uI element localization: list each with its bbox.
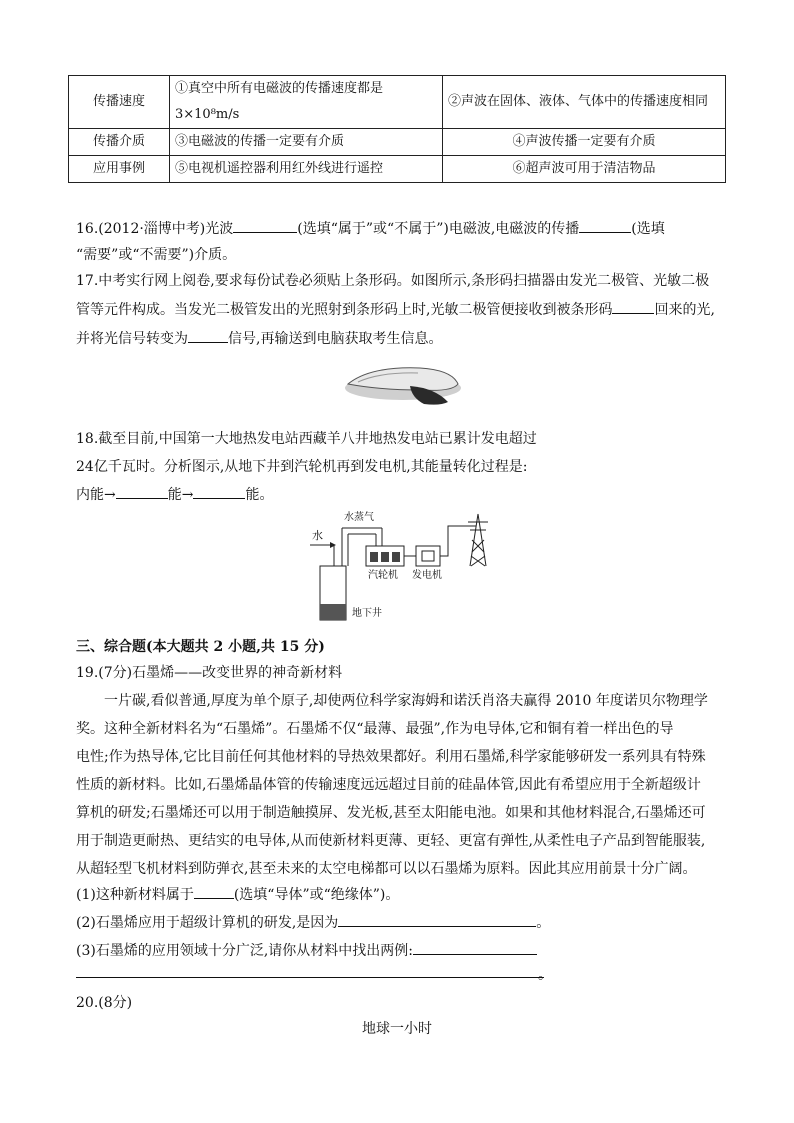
q17-text: 管等元件构成。当发光二极管发出的光照射到条形码上时,光敏二极管便接收到被条形码 (76, 302, 613, 318)
answer-blank[interactable] (188, 328, 228, 343)
q19-text: (2)石墨烯应用于超级计算机的研发,是因为 (76, 915, 339, 931)
answer-blank[interactable] (413, 940, 537, 955)
transmission-tower (468, 514, 488, 566)
question-17-line-2 (76, 299, 715, 319)
question-16-line-1 (76, 218, 665, 238)
answer-blank[interactable] (612, 299, 654, 314)
q19-paragraph-line: 电性;作为热导体,它比目前任何其他材料的导热效果都好。利用石墨烯,科学家能够研发一系列具有特殊 (76, 749, 706, 765)
water-label: 水 (312, 529, 323, 542)
turbine-label: 汽轮机 (368, 570, 398, 581)
question-19-title: 19.(7分)石墨烯——改变世界的神奇新材料 (76, 665, 343, 681)
table-cell-sound: ②声波在固体、液体、气体中的传播速度相同 (443, 76, 726, 129)
question-18-line-3 (76, 484, 273, 504)
q19-text: 。 (536, 915, 551, 931)
answer-blank[interactable] (76, 977, 544, 978)
q18-text: 能。 (245, 487, 274, 503)
table-cell-label: 应用事例 (69, 156, 170, 183)
q19-sub-3 (76, 940, 537, 960)
q16-text: (选填 (631, 221, 665, 237)
q19-paragraph-line: 用于制造更耐热、更结实的电导体,从而使新材料更薄、更轻、更富有弹性,从柔性电子产品到智能服装, (76, 833, 706, 849)
table-cell-em: ③电磁波的传播一定要有介质 (170, 129, 443, 156)
q17-text: 信号,再输送到电脑获取考生信息。 (228, 331, 443, 347)
section-title: 三、综合题(本大题共 2 小题,共 15 分) (76, 639, 325, 655)
answer-blank[interactable] (233, 218, 297, 233)
steam-label: 水蒸气 (344, 512, 374, 523)
q19-text: (1)这种新材料属于 (76, 887, 194, 903)
answer-blank[interactable] (579, 218, 631, 233)
answer-blank[interactable] (338, 912, 536, 927)
q19-sub-2 (76, 912, 550, 932)
q19-text: (选填“导体”或“绝缘体”)。 (233, 887, 400, 903)
question-18-line-2: 24亿千瓦时。分析图示,从地下井到汽轮机再到发电机,其能量转化过程是: (76, 459, 528, 475)
q19-sub-1 (76, 884, 399, 904)
table-cell-sound: ⑥超声波可用于清洁物品 (443, 156, 726, 183)
q19-end-mark: 。 (538, 967, 552, 983)
q16-text: “需要”或“不需要”)介质。 (76, 247, 237, 263)
question-17-line-3 (76, 328, 442, 348)
answer-blank[interactable] (194, 884, 234, 899)
well-label: 地下井 (352, 608, 382, 619)
generator-label: 发电机 (412, 570, 442, 581)
question-18-line-1: 18.截至目前,中国第一大地热发电站西藏羊八井地热发电站已累计发电超过 (76, 431, 537, 447)
comparison-table (68, 75, 726, 183)
well-water (320, 604, 346, 620)
q16-text: (选填“属于”或“不属于”)电磁波,电磁波的传播 (297, 221, 580, 237)
q18-text: 能→ (167, 487, 194, 503)
q19-paragraph-line: 从超轻型飞机材料到防弹衣,甚至未来的太空电梯都可以以石墨烯为原料。因此其应用前景十分广阔。 (76, 861, 697, 877)
geothermal-diagram (308, 508, 494, 622)
q19-paragraph-line: 性质的新材料。比如,石墨烯晶体管的传输速度远远超过目前的硅晶体管,因此有希望应用于全新超级计 (76, 777, 701, 793)
barcode-scanner-image (340, 362, 466, 408)
answer-blank[interactable] (193, 484, 245, 499)
table-cell-em: ①真空中所有电磁波的传播速度都是 3×10⁸m/s (170, 76, 443, 129)
answer-blank[interactable] (116, 484, 168, 499)
question-16-line-2 (76, 244, 236, 264)
table-cell-em: ⑤电视机遥控器利用红外线进行遥控 (170, 156, 443, 183)
question-20-label: 20.(8分) (76, 995, 133, 1011)
generator-shape (416, 546, 440, 566)
table-row (69, 156, 726, 183)
q19-paragraph-line: 奖。这种全新材料名为“石墨烯”。石墨烯不仅“最薄、最强”,作为电导体,它和铜有着一样出色的导 (76, 721, 674, 737)
q17-text: 并将光信号转变为 (76, 331, 188, 347)
table-row (69, 76, 726, 129)
question-17-line-1: 17.中考实行网上阅卷,要求每份试卷必须贴上条形码。如图所示,条形码扫描器由发光二极管、光敏二极 (76, 273, 710, 289)
q19-text: (3)石墨烯的应用领域十分广泛,请你从材料中找出两例: (76, 943, 413, 959)
table-cell-label: 传播介质 (69, 129, 170, 156)
q16-text: 16.(2012·淄博中考)光波 (76, 221, 234, 237)
table-cell-label: 传播速度 (69, 76, 170, 129)
table-row (69, 129, 726, 156)
q17-text: 回来的光, (654, 302, 715, 318)
table-cell-sound: ④声波传播一定要有介质 (443, 129, 726, 156)
article-title: 地球一小时 (362, 1021, 432, 1037)
q18-text: 内能→ (76, 487, 116, 503)
q19-paragraph-line: 算机的研发;石墨烯还可以用于制造触摸屏、发光板,甚至太阳能电池。如果和其他材料混合,石墨烯还可 (76, 805, 706, 821)
q19-paragraph-line: 一片碳,看似普通,厚度为单个原子,却使两位科学家海姆和诺沃肖洛夫赢得 2010 年度诺贝尔物理学 (104, 693, 708, 709)
